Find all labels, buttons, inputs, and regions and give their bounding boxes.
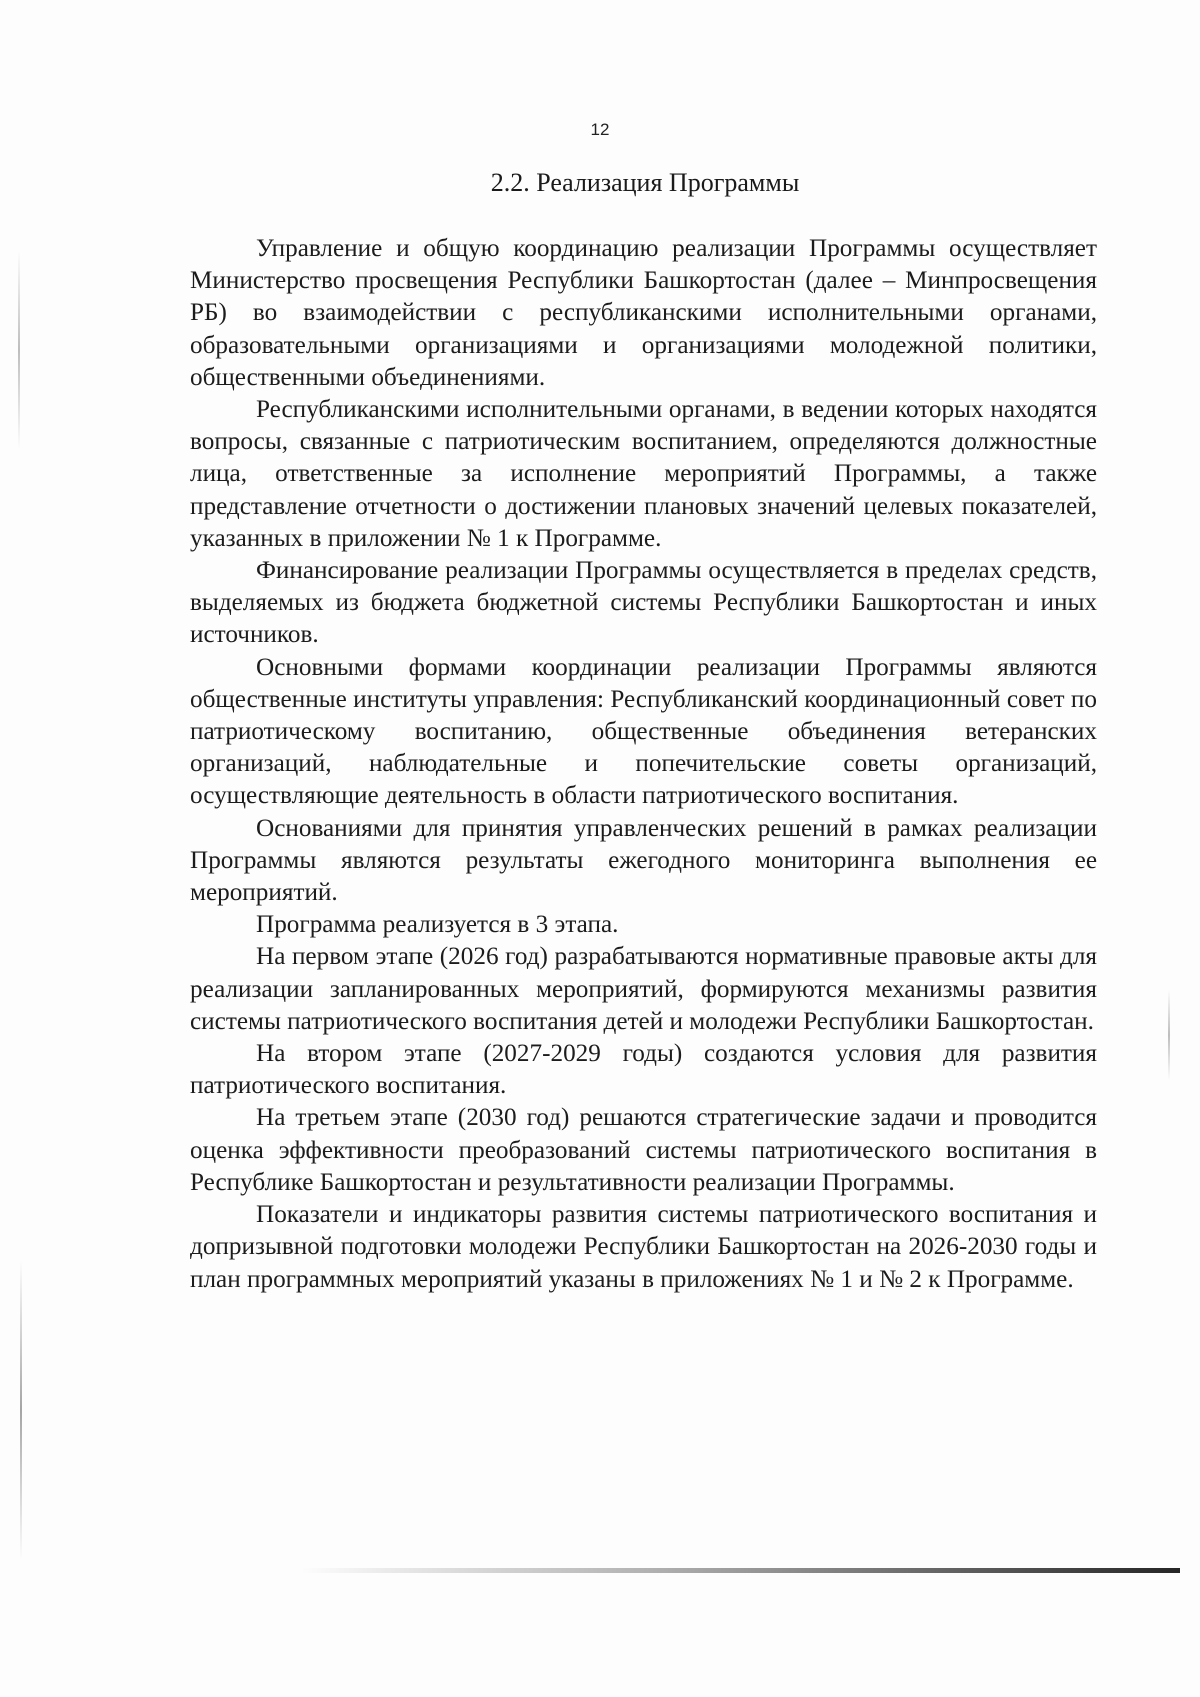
paragraph: Основаниями для принятия управленческих решений в рамках реализации Программы являются результаты ежегодного мониторинга выполнения ее мероприятий. xyxy=(190,814,1097,907)
scan-edge-mark xyxy=(18,250,20,450)
paragraph: Показатели и индикаторы развития системы патриотического воспитания и допризывной подготовки молодежи Республики Башкортостан на 2026-2030 годы и план программных мероприятий указаны в приложениях № 1 и № 2 к Программе. xyxy=(190,1201,1097,1293)
section-heading: 2.2. Реализация Программы xyxy=(490,168,800,197)
paragraph: На третьем этапе (2030 год) решаются стратегические задачи и проводится оценка эффективности преобразований системы патриотического воспитания в Республике Башкортостан и результативности реализации Программы. xyxy=(190,1104,1097,1196)
paragraph: Программа реализуется в 3 этапа. xyxy=(256,911,619,939)
paragraph: Основными формами координации реализации Программы являются общественные институты управления: Республиканский координационный совет по патриотическому воспитанию, общественные объединения ветеранских организаций, наблюдательные и попечительские советы организаций, осуществляющие деятельность в области патриотического воспитания. xyxy=(190,653,1097,810)
scan-edge-mark xyxy=(300,1568,1180,1573)
paragraph: На первом этапе (2026 год) разрабатываются нормативные правовые акты для реализации запланированных мероприятий, формируются механизмы развития системы патриотического воспитания детей и молодежи Республики Башкортостан. xyxy=(190,943,1097,1035)
paragraph: Управление и общую координацию реализации Программы осуществляет Министерство просвещения Республики Башкортостан (далее – Минпросвещения РБ) во взаимодействии с республиканскими исполнительными органами, образовательными организациями и организациями молодежной политики, общественными объединениями. xyxy=(190,235,1097,391)
scan-edge-mark xyxy=(20,1260,22,1560)
scan-edge-mark xyxy=(1168,990,1170,1080)
page-number: 12 xyxy=(590,120,610,139)
paragraph: На втором этапе (2027-2029 годы) создаются условия для развития патриотического воспитания. xyxy=(190,1040,1097,1100)
body-text xyxy=(190,233,1097,1296)
paragraph: Финансирование реализации Программы осуществляется в пределах средств, выделяемых из бюджета бюджетной системы Республики Башкортостан и иных источников. xyxy=(190,557,1097,649)
paragraph: Республиканскими исполнительными органами, в ведении которых находятся вопросы, связанные с патриотическим воспитанием, определяются должностные лица, ответственные за исполнение мероприятий Программы, а также представление отчетности о достижении плановых значений целевых показателей, указанных в приложении № 1 к Программе. xyxy=(190,396,1097,552)
